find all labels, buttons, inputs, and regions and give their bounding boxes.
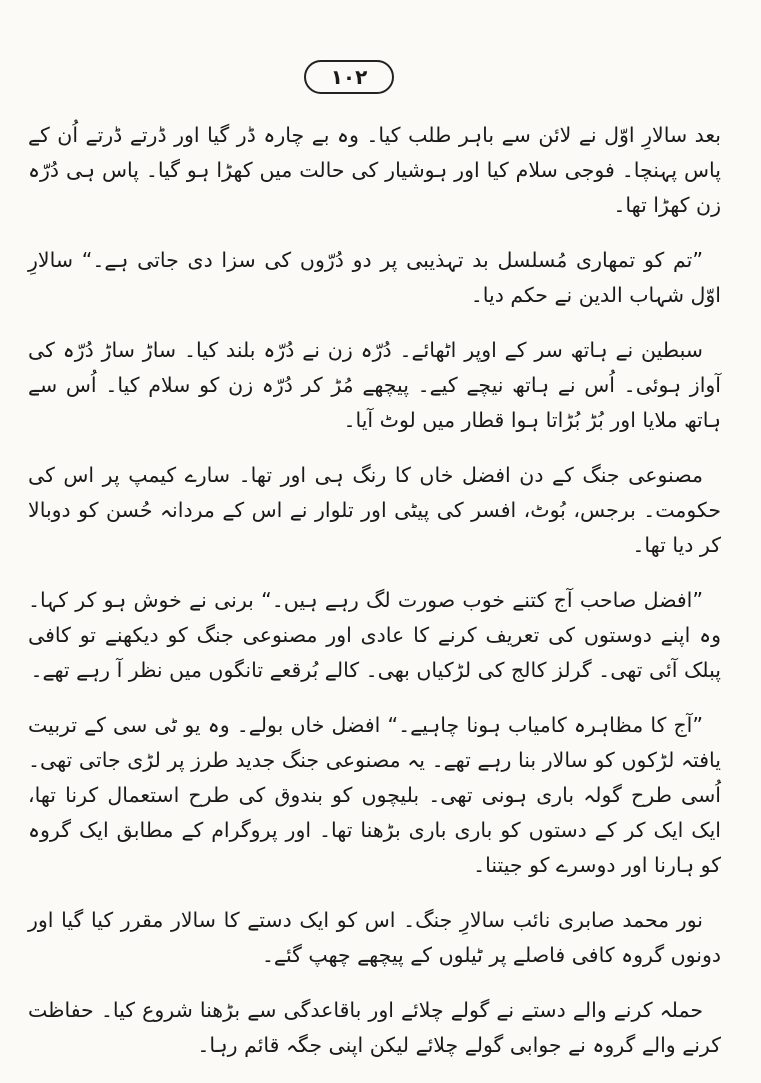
paragraph: سبطین نے ہاتھ سر کے اوپر اٹھائے۔ دُرّہ زن نے دُرّہ بلند کیا۔ ساڑ ساڑ دُرّہ کی آواز ہوئی۔ اُس نے ہاتھ نیچے کیے۔ پیچھے مُڑ کر دُرّہ زن کو سلام کیا۔ اُس سے ہاتھ ملایا اور بُڑ بُڑاتا ہوا قطار میں لوٹ آیا۔	[28, 338, 721, 432]
paragraph: ”تم کو تمھاری مُسلسل بد تہذیبی پر دو دُرّوں کی سزا دی جاتی ہے۔“ سالارِ اوّل شہاب الدین نے حکم دیا۔	[28, 248, 721, 307]
paragraph: نور محمد صابری نائب سالارِ جنگ۔ اس کو ایک دستے کا سالار مقرر کیا گیا اور دونوں گروہ کافی فاصلے پر ٹیلوں کے پیچھے چھپ گئے۔	[28, 908, 721, 967]
paragraph: ”آج کا مظاہرہ کامیاب ہونا چاہیے۔“ افضل خاں بولے۔ وہ یو ٹی سی کے تربیت یافتہ لڑکوں کو سالار بنا رہے تھے۔ یہ مصنوعی جنگ جدید طرز پر لڑی جاتی تھی۔ اُسی طرح گولہ باری ہونی تھی۔ بلیچوں کو بندوق کی طرح استعمال کرنا تھا، ایک ایک کر کے دستوں کو باری باری بڑھنا تھا۔ اور پروگرام کے مطابق ایک گروہ کو ہارنا اور دوسرے کو جیتنا۔	[28, 713, 721, 877]
page-body-text	[28, 118, 721, 1083]
paragraph: مصنوعی جنگ کے دن افضل خاں کا رنگ ہی اور تھا۔ سارے کیمپ پر اس کی حکومت۔ برجس، بُوٹ، افسر کی پیٹی اور تلوار نے اس کے مردانہ حُسن کو دوبالا کر دیا تھا۔	[28, 463, 721, 557]
paragraph: ”افضل صاحب آج کتنے خوب صورت لگ رہے ہیں۔“ برنی نے خوش ہو کر کہا۔ وہ اپنے دوستوں کی تعریف کرنے کا عادی اور مصنوعی جنگ کو دیکھنے تو کافی پبلک آئی تھی۔ گرلز کالج کی لڑکیاں بھی۔ کالے بُرقعے تانگوں میں نظر آ رہے تھے۔	[28, 588, 721, 682]
paragraph: بعد سالارِ اوّل نے لائن سے باہر طلب کیا۔ وہ بے چارہ ڈر گیا اور ڈرتے ڈرتے اُن کے پاس پہنچا۔ فوجی سلام کیا اور ہوشیار کی حالت میں کھڑا ہو گیا۔ پاس ہی دُرّہ زن کھڑا تھا۔	[28, 123, 721, 217]
page-number: ۱۰۲	[304, 60, 394, 94]
paragraph: حملہ کرنے والے دستے نے گولے چلائے اور باقاعدگی سے بڑھنا شروع کیا۔ حفاظت کرنے والے گروہ نے جوابی گولے چلائے لیکن اپنی جگہ قائم رہا۔	[28, 998, 721, 1057]
